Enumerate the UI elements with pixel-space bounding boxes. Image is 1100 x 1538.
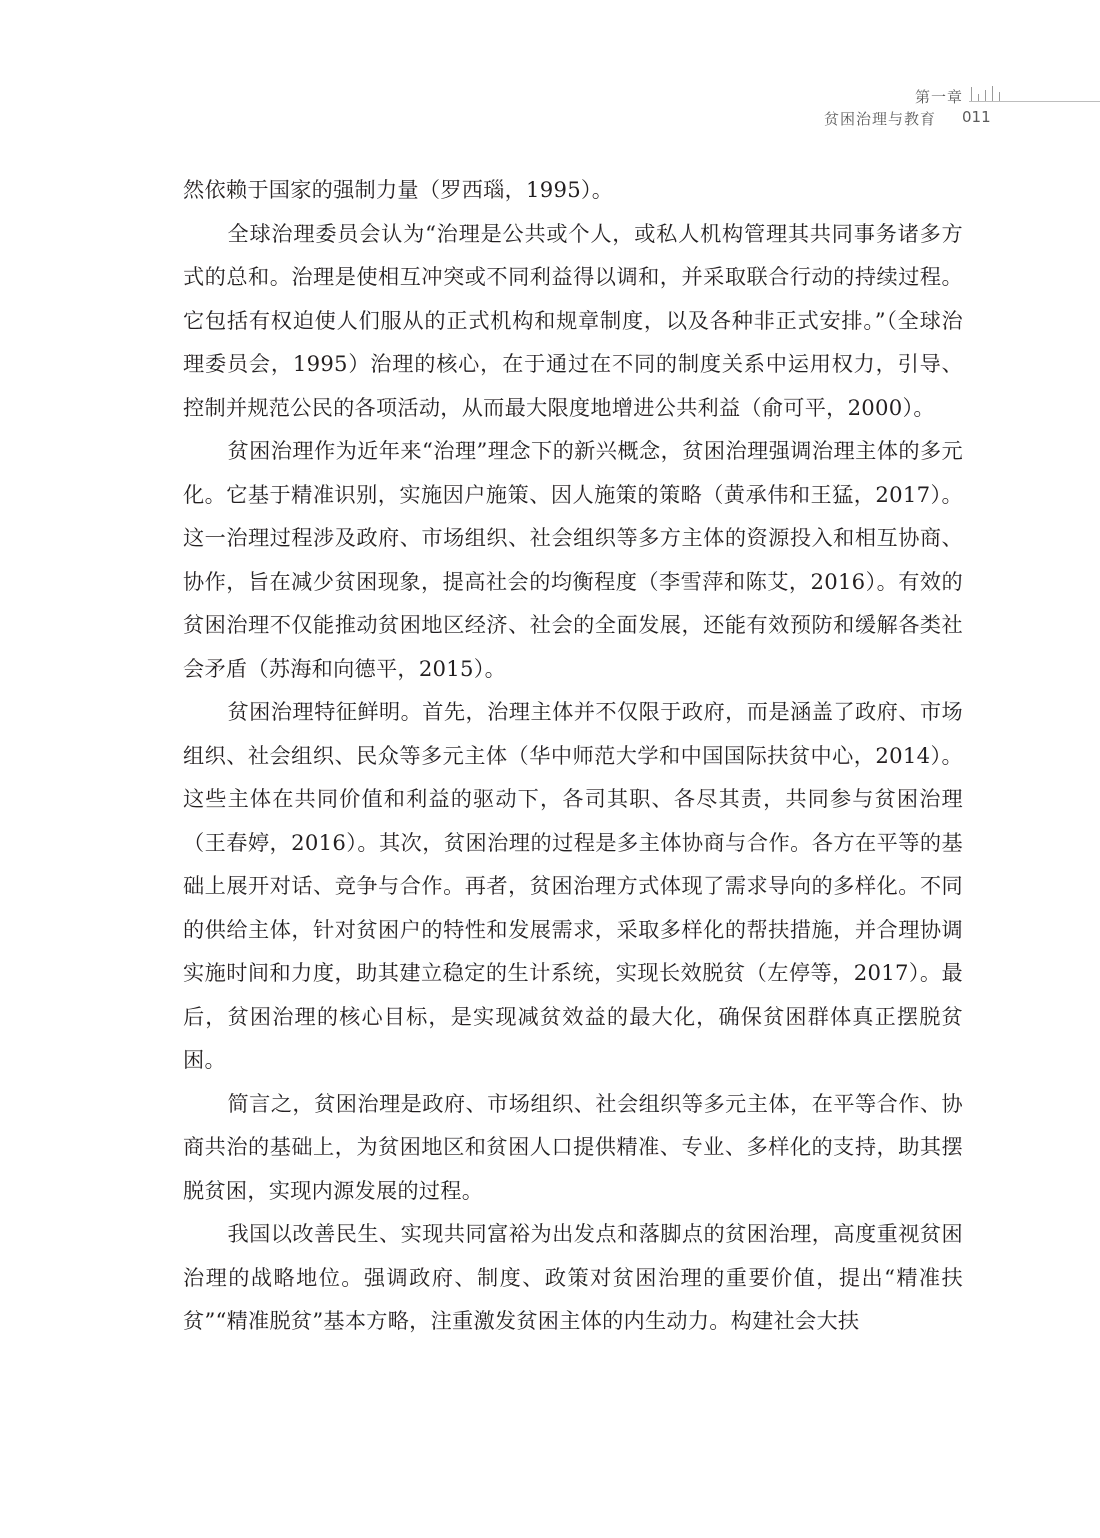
body-text [183,168,963,1343]
paragraph-5: 简言之，贫困治理是政府、市场组织、社会组织等多元主体，在平等合作、协商共治的基础上，为贫困地区和贫困人口提供精准、专业、多样化的支持，助其摆脱贫困，实现内源发展的过程。 [183,1090,963,1203]
running-header [0,78,1100,138]
page-number: 011 [962,108,991,126]
decorative-bars-icon [969,86,1009,102]
paragraph-2: 全球治理委员会认为“治理是公共或个人，或私人机构管理其共同事务诸多方式的总和。治理是使相互冲突或不同利益得以调和，并采取联合行动的持续过程。它包括有权迫使人们服从的正式机构和规章制度，以及各种非正式安排。”（全球治理委员会，1995）治理的核心，在于通过在不同的制度关系中运用权力，引导、控制并规范公民的各项活动，从而最大限度地增进公共利益（俞可平，2000）。 [183,220,963,420]
chapter-label: 第一章 [914,88,963,106]
paragraph-1: 然依赖于国家的强制力量（罗西瑙，1995）。 [183,177,614,202]
paragraph-4: 贫困治理特征鲜明。首先，治理主体并不仅限于政府，而是涵盖了政府、市场组织、社会组织、民众等多元主体（华中师范大学和中国国际扶贫中心，2014）。这些主体在共同价值和利益的驱动下，各司其职、各尽其责，共同参与贫困治理（王春婷，2016）。其次，贫困治理的过程是多主体协商与合作。各方在平等的基础上展开对话、竞争与合作。再者，贫困治理方式体现了需求导向的多样化。不同的供给主体，针对贫困户的特性和发展需求，采取多样化的帮扶措施，并合理协调实施时间和力度，助其建立稳定的生计系统，实现长效脱贫（左停等，2017）。最后，贫困治理的核心目标，是实现减贫效益的最大化，确保贫困群体真正摆脱贫困。 [183,699,963,1072]
chapter-subtitle: 贫困治理与教育 [823,110,936,128]
paragraph-6: 我国以改善民生、实现共同富裕为出发点和落脚点的贫困治理，高度重视贫困治理的战略地位。强调政府、制度、政策对贫困治理的重要价值，提出“精准扶贫”“精准脱贫”基本方略，注重激发贫困主体的内生动力。构建社会大扶 [183,1221,963,1333]
paragraph-3: 贫困治理作为近年来“治理”理念下的新兴概念，贫困治理强调治理主体的多元化。它基于精准识别，实施因户施策、因人施策的策略（黄承伟和王猛，2017）。这一治理过程涉及政府、市场组织、社会组织等多方主体的资源投入和相互协商、协作，旨在减少贫困现象，提高社会的均衡程度（李雪萍和陈艾，2016）。有效的贫困治理不仅能推动贫困地区经济、社会的全面发展，还能有效预防和缓解各类社会矛盾（苏海和向德平，2015）。 [183,438,963,681]
header-rule [969,101,1100,102]
